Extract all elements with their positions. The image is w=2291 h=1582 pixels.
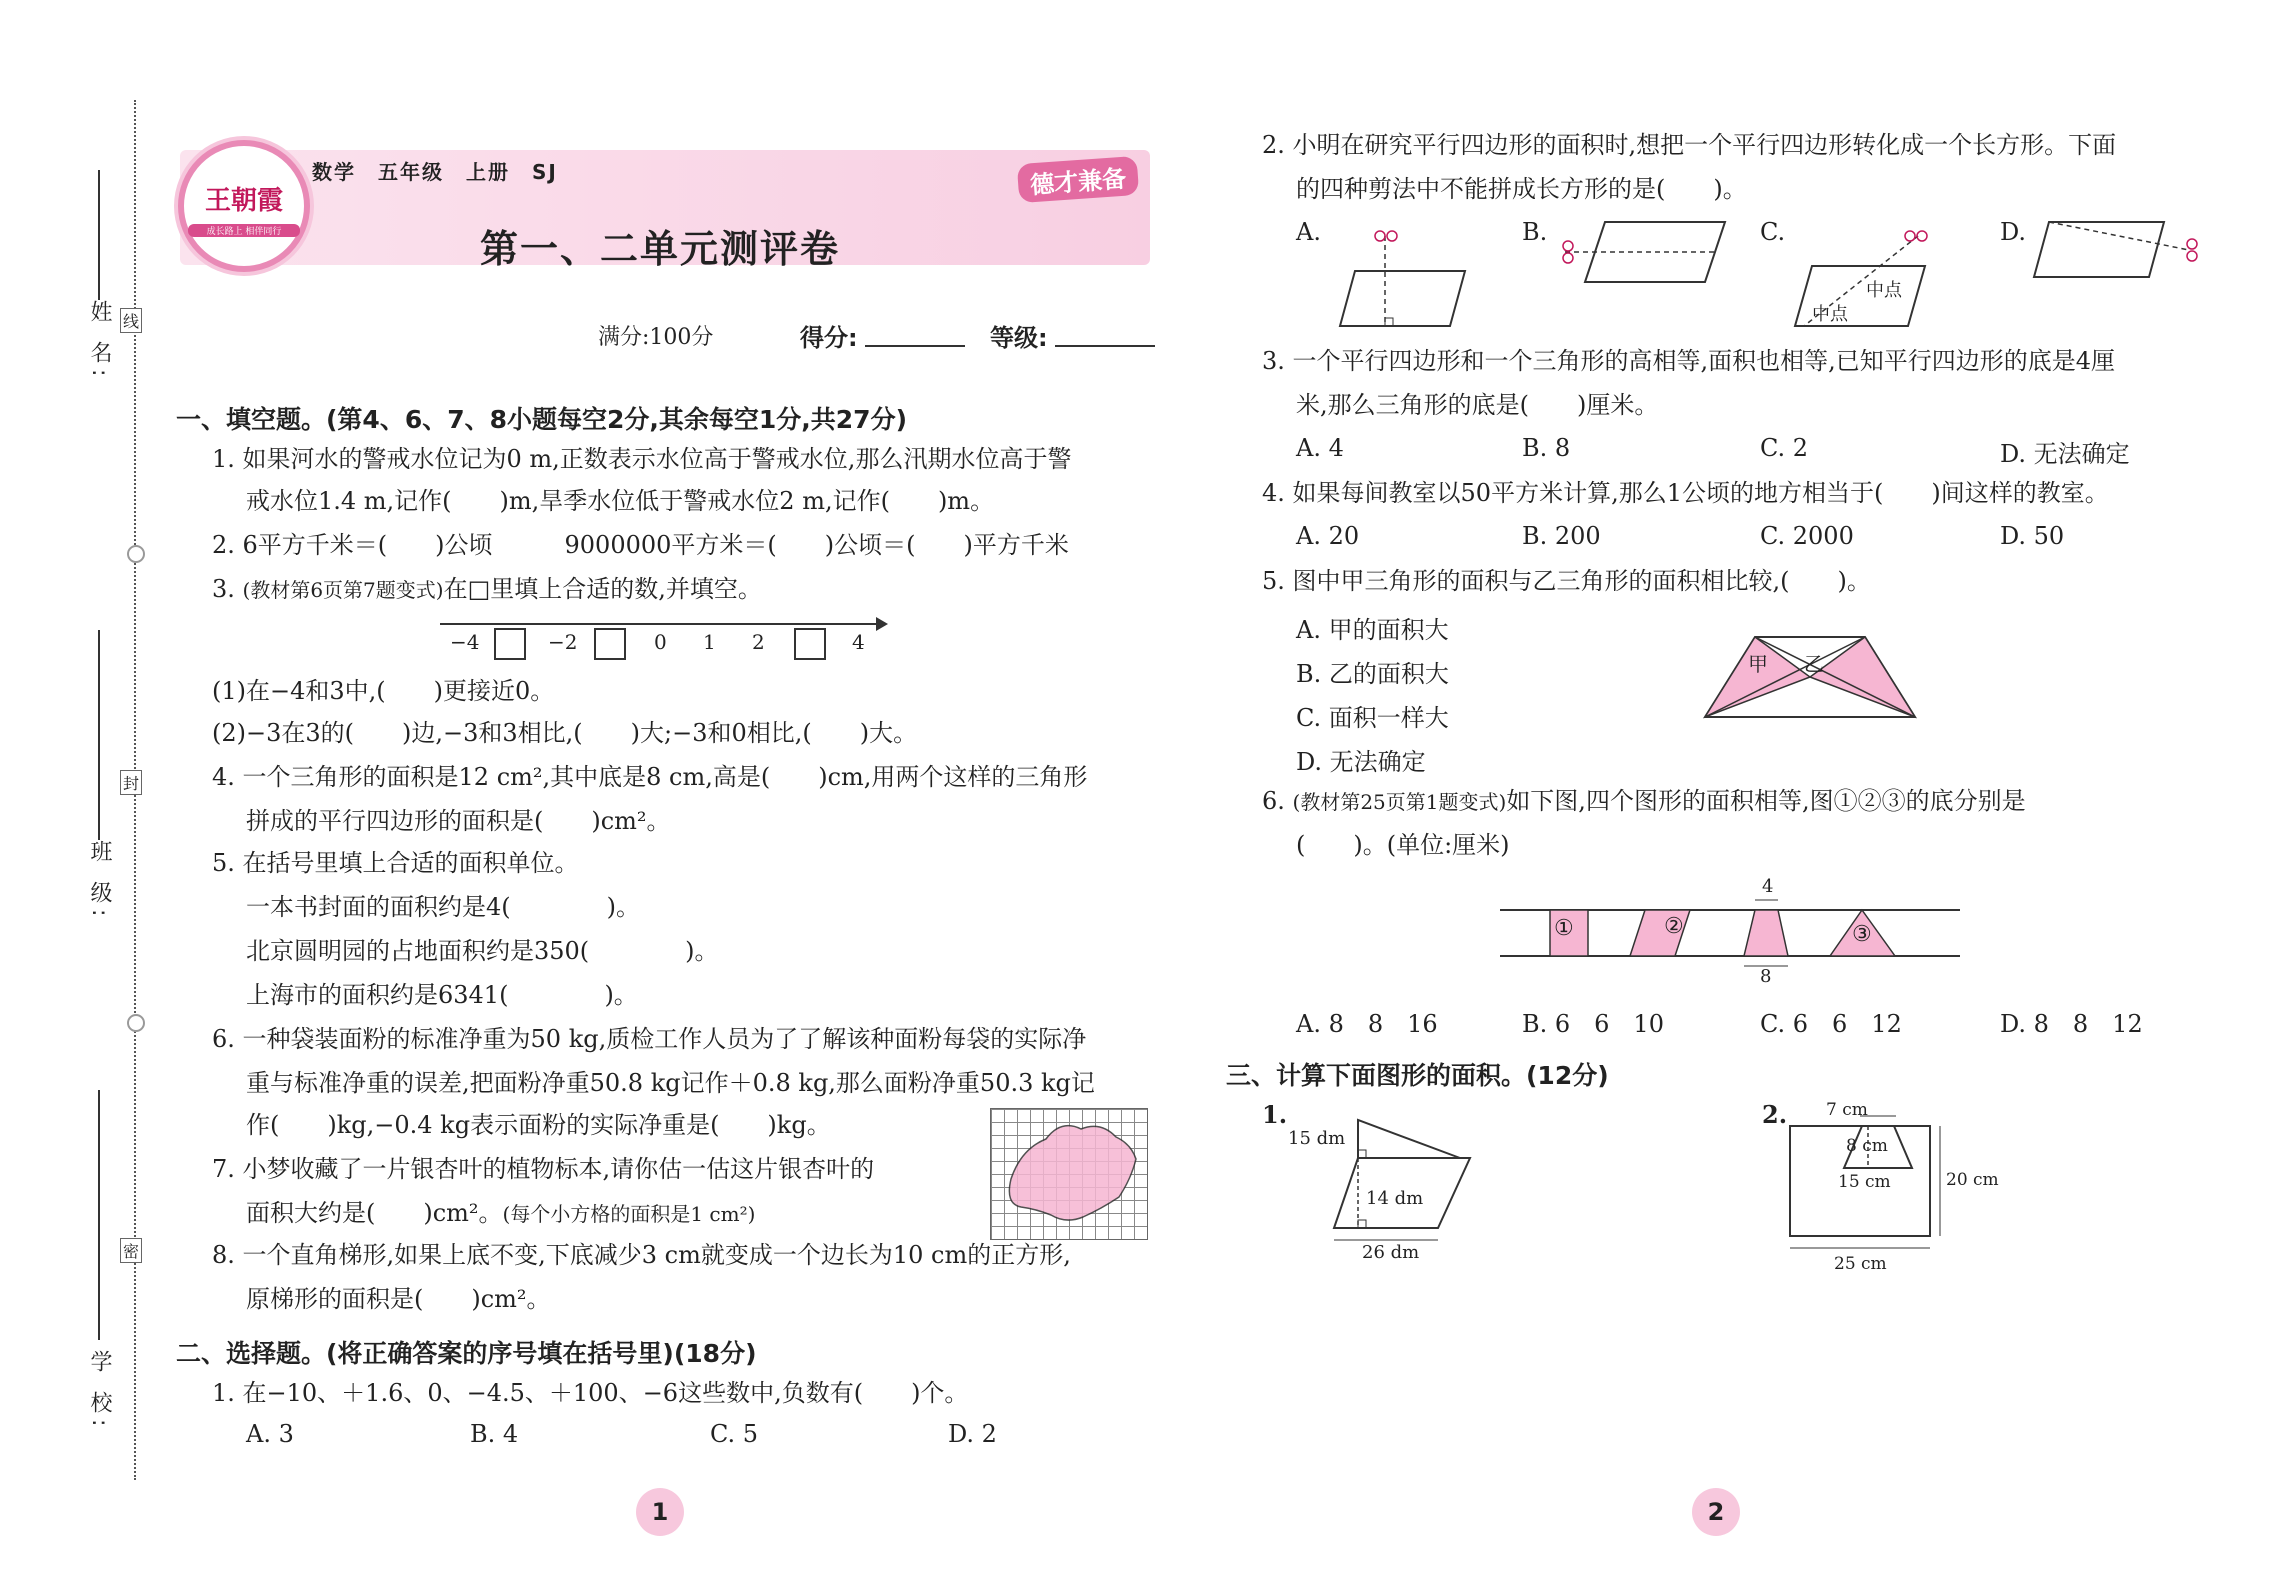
tick-label: −4: [450, 630, 480, 654]
score-label: 得分:: [800, 324, 858, 352]
fig2-dim-20cm: 20 cm: [1946, 1170, 1999, 1190]
flower-icon: [127, 1014, 145, 1032]
fig1-dim-15dm: 15 dm: [1288, 1128, 1346, 1149]
q4-line-b: 拼成的平行四边形的面积是( )cm²。: [246, 807, 671, 835]
figure1-number: 1.: [1262, 1100, 1288, 1129]
q7-text: 面积大约是( )cm²。: [246, 1199, 503, 1227]
label-yi: 乙: [1804, 652, 1824, 676]
mc-q6-line-b: ( )。(单位:厘米): [1296, 831, 1510, 859]
midpoint-label-2: 中点: [1812, 304, 1848, 325]
mc-q6-option-a[interactable]: A. 8 8 16: [1296, 1010, 1438, 1038]
mc-q5-option-a[interactable]: A. 甲的面积大: [1296, 616, 1449, 644]
q1-line-b: 戒水位1.4 m,记作( )m,旱季水位低于警戒水位2 m,记作( )m。: [246, 487, 995, 515]
parallelogram-cut-d: [2024, 212, 2204, 292]
mc-q4-line: 4. 如果每间教室以50平方米计算,那么1公顷的地方相当于( )间这样的教室。: [1262, 479, 2109, 507]
section1-heading: 一、填空题。(第4、6、7、8小题每空2分,其余每空1分,共27分): [176, 405, 908, 434]
strip-label-2: ②: [1664, 914, 1684, 939]
mc-q5-option-d[interactable]: D. 无法确定: [1296, 748, 1426, 776]
strip-dim-top: 4: [1762, 876, 1774, 897]
mc-q1-option-b[interactable]: B. 4: [470, 1420, 519, 1448]
tick-label: 1: [703, 630, 716, 654]
mc-q2-option-d[interactable]: D.: [2000, 218, 2027, 246]
page-title: 第一、二单元测评卷: [480, 227, 841, 271]
class-label: 班 级:: [87, 840, 112, 923]
mc-q6-option-b[interactable]: B. 6 6 10: [1522, 1010, 1664, 1038]
q5-line: 5. 在括号里填上合适的面积单位。: [212, 849, 579, 877]
page-number-2: 2: [1692, 1488, 1740, 1536]
trapezoid-jia-yi-figure: [1700, 632, 1920, 722]
tick-label: 4: [852, 630, 865, 654]
answer-box[interactable]: [794, 628, 826, 660]
q1-line-a: 1. 如果河水的警戒水位记为0 m,正数表示水位高于警戒水位,那么汛期水位高于警: [212, 445, 1072, 473]
q8-line-b: 原梯形的面积是( )cm²。: [246, 1285, 551, 1313]
seal-feng: 封: [120, 770, 142, 795]
mc-q6-line-a: [1262, 786, 2026, 817]
seal-mi: 密: [120, 1238, 142, 1263]
page-number-1: 1: [636, 1488, 684, 1536]
fig2-dim-25cm: 25 cm: [1834, 1254, 1887, 1274]
mc-q1: 1. 在−10、＋1.6、0、−4.5、＋100、−6这些数中,负数有( )个。: [212, 1379, 969, 1407]
mc-q6-option-d[interactable]: D. 8 8 12: [2000, 1010, 2143, 1038]
strip-dim-bottom: 8: [1760, 966, 1772, 987]
mc-q2-option-a[interactable]: A.: [1296, 218, 1321, 246]
mc-q2-option-c[interactable]: C.: [1760, 218, 1786, 246]
grade-blank[interactable]: [1055, 345, 1155, 347]
answer-box[interactable]: [494, 628, 526, 660]
figure1-trapezoid-composite: [1320, 1110, 1500, 1260]
mc-q5-option-c[interactable]: C. 面积一样大: [1296, 704, 1449, 732]
mc-q6-source: (教材第25页第1题变式): [1292, 790, 1507, 814]
q6-line-a: 6. 一种袋装面粉的标准净重为50 kg,质检工作人员为了了解该种面粉每袋的实际净: [212, 1025, 1087, 1053]
mc-q4-option-a[interactable]: A. 20: [1296, 522, 1360, 550]
figure2-number: 2.: [1762, 1100, 1788, 1129]
mc-q2-line-a: 2. 小明在研究平行四边形的面积时,想把一个平行四边形转化成一个长方形。下面: [1262, 131, 2117, 159]
mc-q4-option-d[interactable]: D. 50: [2000, 522, 2065, 550]
tick-label: −2: [548, 630, 578, 654]
tick-label: 0: [654, 630, 667, 654]
answer-box[interactable]: [594, 628, 626, 660]
section3-heading: 三、计算下面图形的面积。(12分): [1226, 1061, 1609, 1090]
mc-q5-line: 5. 图中甲三角形的面积与乙三角形的面积相比较,( )。: [1262, 567, 1871, 595]
fig2-dim-8cm: 8 cm: [1846, 1136, 1888, 1156]
mc-q3-option-a[interactable]: A. 4: [1296, 434, 1344, 462]
mc-q1-option-d[interactable]: D. 2: [948, 1420, 997, 1448]
tick-label: 2: [752, 630, 765, 654]
midpoint-label-1: 中点: [1866, 280, 1902, 301]
fig2-dim-7cm: 7 cm: [1826, 1100, 1868, 1120]
label-jia: 甲: [1748, 652, 1768, 676]
parallelogram-cut-a: [1330, 226, 1470, 336]
mc-q2-line-b: 的四种剪法中不能拼成长方形的是( )。: [1296, 175, 1747, 203]
brand-sub: 成长路上 相伴同行: [188, 224, 300, 237]
mc-q6-text: 如下图,四个图形的面积相等,图①②③的底分别是: [1506, 787, 2026, 815]
subject-line: 数学 五年级 上册 SJ: [312, 160, 558, 184]
name-label: 姓 名:: [87, 300, 112, 383]
q5-sub2: 北京圆明园的占地面积约是350( )。: [246, 937, 719, 965]
strip-label-1: ①: [1554, 916, 1574, 941]
q6-line-b: 重与标准净重的误差,把面粉净重50.8 kg记作＋0.8 kg,那么面粉净重50.3 kg记: [246, 1069, 1095, 1097]
q3-line: [212, 574, 762, 605]
seal-xian: 线: [120, 308, 142, 333]
q4-line-a: 4. 一个三角形的面积是12 cm²,其中底是8 cm,高是( )cm,用两个这样的三角形: [212, 763, 1088, 791]
q6-line-c: 作( )kg,−0.4 kg表示面粉的实际净重是( )kg。: [246, 1111, 831, 1139]
ginkgo-leaf-icon: [991, 1109, 1147, 1239]
mc-q3-option-b[interactable]: B. 8: [1522, 434, 1571, 462]
q3-number: 3.: [212, 575, 243, 603]
brand-logo: [178, 140, 310, 272]
q7-note: (每个小方格的面积是1 cm²): [502, 1202, 756, 1226]
q3-sub1: (1)在−4和3中,( )更接近0。: [212, 677, 555, 705]
q8-line-a: 8. 一个直角梯形,如果上底不变,下底减少3 cm就变成一个边长为10 cm的正方形,: [212, 1241, 1071, 1269]
brand-name: 王朝霞: [204, 186, 283, 216]
q3-sub2: (2)−3在3的( )边,−3和3相比,( )大;−3和0相比,( )大。: [212, 719, 918, 747]
badge: 德才兼备: [1017, 156, 1139, 203]
score-blank[interactable]: [865, 345, 965, 347]
mc-q3-option-c[interactable]: C. 2: [1760, 434, 1809, 462]
flower-icon: [127, 545, 145, 563]
grade-label: 等级:: [990, 324, 1048, 352]
mc-q2-option-b[interactable]: B.: [1522, 218, 1548, 246]
fig1-dim-26dm: 26 dm: [1362, 1242, 1420, 1263]
mc-q4-option-c[interactable]: C. 2000: [1760, 522, 1854, 550]
mc-q6-number: 6.: [1262, 787, 1293, 815]
mc-q1-option-a[interactable]: A. 3: [246, 1420, 294, 1448]
mc-q3-option-d[interactable]: D. 无法确定: [2000, 440, 2130, 468]
fig2-dim-15cm: 15 cm: [1838, 1172, 1891, 1192]
q5-sub1: 一本书封面的面积约是4( )。: [246, 893, 640, 921]
section2-heading: 二、选择题。(将正确答案的序号填在括号里)(18分): [176, 1339, 757, 1368]
mc-q4-option-b[interactable]: B. 200: [1522, 522, 1601, 550]
mc-q3-line-a: 3. 一个平行四边形和一个三角形的高相等,面积也相等,已知平行四边形的底是4厘: [1262, 347, 2116, 375]
mc-q1-option-c[interactable]: C. 5: [710, 1420, 759, 1448]
mc-q3-line-b: 米,那么三角形的底是( )厘米。: [1296, 391, 1659, 419]
score-full: 满分:100分: [598, 325, 714, 350]
mc-q6-option-c[interactable]: C. 6 6 12: [1760, 1010, 1902, 1038]
fig1-dim-14dm: 14 dm: [1366, 1188, 1424, 1209]
q5-sub3: 上海市的面积约是6341( )。: [246, 981, 638, 1009]
school-label: 学 校:: [87, 1350, 112, 1433]
parallelogram-cut-b: [1560, 212, 1730, 292]
q3-source: (教材第6页第7题变式): [242, 578, 444, 602]
strip-label-3: ③: [1852, 922, 1872, 947]
ginkgo-grid-figure: [990, 1108, 1148, 1240]
q7-line-a: 7. 小梦收藏了一片银杏叶的植物标本,请你估一估这片银杏叶的: [212, 1155, 875, 1183]
q3-text: 在□里填上合适的数,并填空。: [443, 575, 762, 603]
mc-q5-option-b[interactable]: B. 乙的面积大: [1296, 660, 1449, 688]
q2-line: 2. 6平方千米＝( )公顷 9000000平方米＝( )公顷＝( )平方千米: [212, 531, 1069, 559]
q7-line-b: [246, 1198, 755, 1229]
